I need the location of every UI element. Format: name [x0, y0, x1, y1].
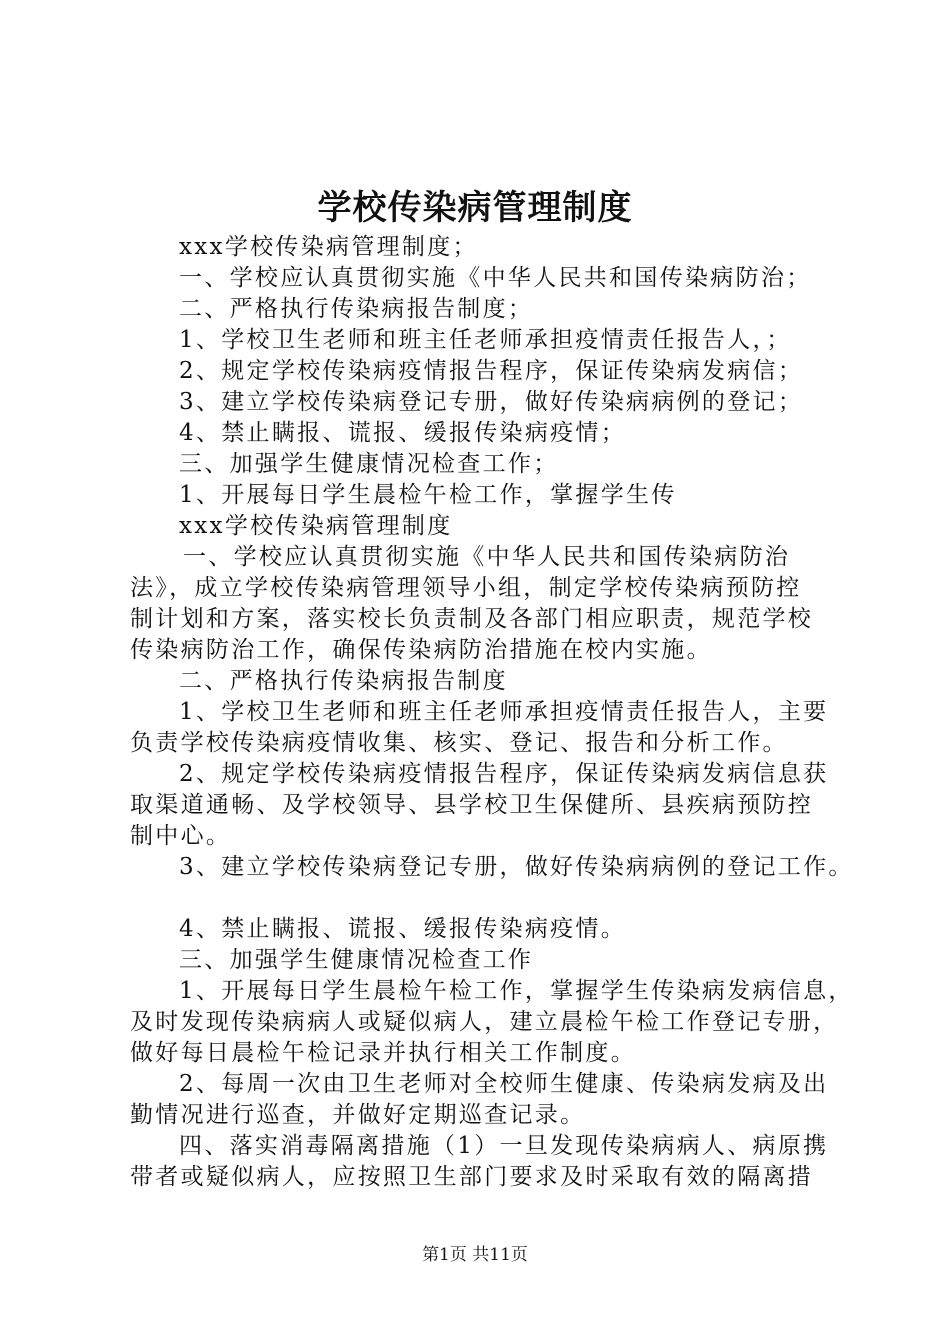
paragraph-line: 3、建立学校传染病登记专册，做好传染病病例的登记；	[179, 389, 804, 415]
paragraph-line: 4、禁止瞒报、谎报、缓报传染病疫情；	[179, 420, 627, 446]
paragraph-line: 一、学校应认真贯彻实施《中华人民共和国传染病防治	[183, 544, 791, 570]
paragraph-line: 三、加强学生健康情况检查工作；	[179, 451, 559, 477]
paragraph-line: 1、开展每日学生晨检午检工作，掌握学生传染病发病信息，	[179, 978, 854, 1004]
paragraph-line: 传染病防治工作，确保传染病防治措施在校内实施。	[130, 637, 712, 663]
paragraph-line: 2、每周一次由卫生老师对全校师生健康、传染病发病及出	[179, 1071, 829, 1097]
paragraph-line: 2、规定学校传染病疫情报告程序，保证传染病发病信息获	[179, 761, 829, 787]
paragraph-line: 取渠道通畅、及学校领导、县学校卫生保健所、县疾病预防控	[130, 792, 814, 818]
paragraph-line: 4、禁止瞒报、谎报、缓报传染病疫情。	[179, 916, 627, 942]
paragraph-line: 1、学校卫生老师和班主任老师承担疫情责任报告人，；	[179, 327, 792, 353]
paragraph-line: 做好每日晨检午检记录并执行相关工作制度。	[130, 1040, 636, 1066]
paragraph-line: xxx学校传染病管理制度	[179, 513, 453, 539]
paragraph-line: 一、学校应认真贯彻实施《中华人民共和国传染病防治；	[179, 265, 812, 291]
paragraph-line: 二、严格执行传染病报告制度；	[179, 296, 534, 322]
paragraph-line: 1、开展每日学生晨检午检工作，掌握学生传	[179, 482, 677, 508]
paragraph-line: 及时发现传染病病人或疑似病人，建立晨检午检工作登记专册，	[130, 1009, 839, 1035]
paragraph-line: 法》，成立学校传染病管理领导小组，制定学校传染病预防控	[130, 575, 802, 601]
page-footer: 第1页 共11页	[422, 1245, 528, 1265]
paragraph-line: 2、规定学校传染病疫情报告程序，保证传染病发病信；	[179, 358, 804, 384]
paragraph-line: 负责学校传染病疫情收集、核实、登记、报告和分析工作。	[130, 730, 788, 756]
paragraph-line: 带者或疑似病人，应按照卫生部门要求及时采取有效的隔离措	[130, 1164, 814, 1190]
paragraph-line: 1、学校卫生老师和班主任老师承担疫情责任报告人，主要	[179, 699, 829, 725]
paragraph-line: 制计划和方案，落实校长负责制及各部门相应职责，规范学校	[130, 606, 814, 632]
paragraph-line: 勤情况进行巡查，并做好定期巡查记录。	[130, 1102, 586, 1128]
paragraph-line: 四、落实消毒隔离措施（1）一旦发现传染病病人、病原携	[179, 1133, 829, 1159]
paragraph-line: 3、建立学校传染病登记专册，做好传染病病例的登记工作。	[179, 854, 854, 880]
document-title: 学校传染病管理制度	[317, 188, 633, 228]
paragraph-line: 制中心。	[130, 823, 232, 849]
blank-line	[130, 883, 830, 914]
paragraph-line: 二、严格执行传染病报告制度	[179, 668, 508, 694]
paragraph-line: 三、加强学生健康情况检查工作	[179, 947, 534, 973]
paragraph-line: xxx学校传染病管理制度；	[179, 234, 478, 260]
document-body	[130, 232, 854, 1193]
